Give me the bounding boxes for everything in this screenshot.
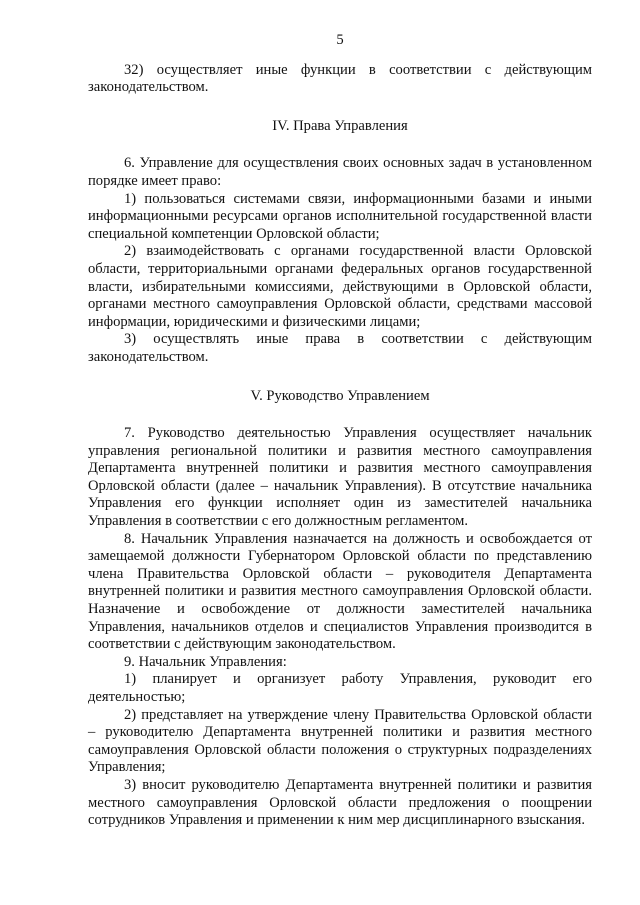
paragraph-6-item-1: 1) пользоваться системами связи, информационными базами и иными информационными ресурсами органов исполнительной государственной власти специальной компетенции Орловской области; (88, 190, 592, 242)
paragraph-9: 9. Начальник Управления: (124, 653, 287, 670)
paragraph-6-item-2: 2) взаимодействовать с органами государственной власти Орловской области, территориальными органами федеральных органов государственной власти, избирательными комиссиями, действующими в Орловской области, органами местного самоуправления Орловской области, средствами массовой информации, юридическими и физическими лицами; (88, 243, 592, 330)
paragraph-6-item-3: 3) осуществлять иные права в соответствии с действующим законодательством. (88, 331, 592, 365)
paragraph-9-item-1: 1) планирует и организует работу Управления, руководит его деятельностью; (88, 671, 592, 705)
page-number: 5 (336, 32, 344, 48)
paragraph-8: 8. Начальник Управления назначается на должность и освобождается от замещаемой должности Губернатором Орловской области по представлению члена Правительства Орловской области – руководителя Департамента внутренней политики и развития местного самоуправления Орловской области. Назначение и освобождение от должности заместителей начальника Управления, начальников отделов и специалистов Управления производится в соответствии с действующим законодательством. (88, 530, 592, 653)
paragraph-9-item-3: 3) вносит руководителю Департамента внутренней политики и развития местного самоуправления Орловской области предложения о поощрении сотрудников Управления и применении к ним мер дисциплинарного взыскания. (88, 776, 592, 829)
paragraph-9-item-2: 2) представляет на утверждение члену Правительства Орловской области – руководителю Департамента внутренней политики и развития местного самоуправления Орловской области положения о структурных подразделениях Управления; (88, 706, 592, 776)
section-heading-rights: IV. Права Управления (272, 117, 408, 134)
paragraph-7: 7. Руководство деятельностью Управления осуществляет начальник управления региональной политики и развития местного самоуправления Департамента внутренней политики и развития местного самоуправления Орловской области (далее – начальник Управления). В отсутствие начальника Управления его функции исполняет один из заместителей начальника Управления в соответствии с его должностным регламентом. (88, 425, 592, 530)
paragraph-32: 32) осуществляет иные функции в соответствии с действующим законодательством. (88, 61, 592, 96)
paragraph-6: 6. Управление для осуществления своих основных задач в установленном порядке имеет право: (88, 155, 592, 189)
section-heading-management: V. Руководство Управлением (250, 387, 430, 404)
